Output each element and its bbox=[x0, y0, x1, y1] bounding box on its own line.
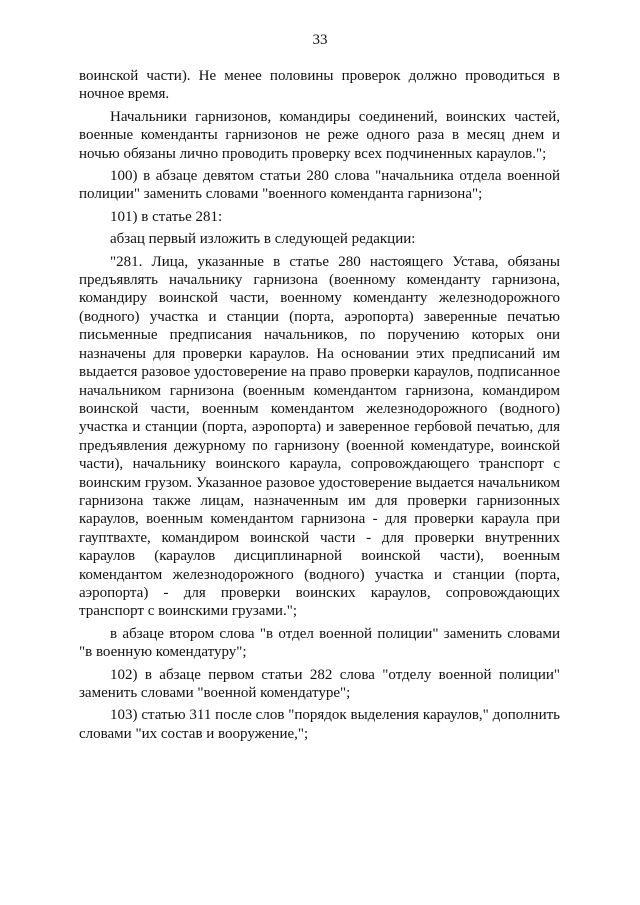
page-number: 33 bbox=[312, 32, 328, 48]
paragraph-9: 103) статью 311 после слов "порядок выделения караулов," дополнить словами "их состав и вооружение,"; bbox=[79, 707, 560, 742]
paragraph-3: 100) в абзаце девятом статьи 280 слова "начальника отдела военной полиции" заменить словами "военного коменданта гарнизона"; bbox=[79, 168, 560, 203]
paragraph-2: Начальники гарнизонов, командиры соединений, воинских частей, военные коменданты гарнизонов не реже одного раза в месяц днем и ночью обязаны лично проводить проверку всех подчиненных караулов."; bbox=[79, 108, 560, 162]
paragraph-7: в абзаце втором слова "в отдел военной полиции" заменить словами "в военную комендатуру"; bbox=[79, 625, 560, 661]
paragraph-1: воинской части). Не менее половины проверок должно проводиться в ночное время. bbox=[79, 68, 560, 103]
paragraph-6: "281. Лица, указанные в статье 280 настоящего Устава, обязаны предъявлять начальнику гарнизона (военному коменданту гарнизона, командиру воинской части, военному коменданту железнодорожного (водного) участка и станции (порта, аэропорта) заверенные печатью письменные предписания начальников, по поручению которых они назначены для проверки караулов. На основании этих предписаний им выдается разовое удостоверение на право проверки караулов, подписанное начальником гарнизона (военным комендантом гарнизона, командиром воинской части, военным комендантом железнодорожного (водного) участка и станции (порта, аэропорта) и заверенное гербовой печатью, для предъявления дежурному по гарнизону (военной комендатуре, воинской части), начальнику воинского караула, сопровождающего транспорт с воинским грузом. Указанное разовое удостоверение выдается начальником гарнизона также лицам, назначенным им для проверки гарнизонных караулов, военным комендантом гарнизона - для проверки караула при гауптвахте, командиром воинской части - для проверки внутренних караулов (караулов дисциплинарной воинской части), военным комендантом железнодорожного (водного) участка и станции (порта, аэропорта) - для проверки воинских караулов, сопровождающих транспорт с воинскими грузами."; bbox=[79, 253, 560, 620]
paragraph-5: абзац первый изложить в следующей редакции: bbox=[110, 231, 416, 248]
document-body bbox=[79, 67, 560, 743]
paragraph-8: 102) в абзаце первом статьи 282 слова "отделу военной полиции" заменить словами "военной комендатуре"; bbox=[79, 666, 560, 701]
paragraph-4: 101) в статье 281: bbox=[110, 208, 223, 225]
